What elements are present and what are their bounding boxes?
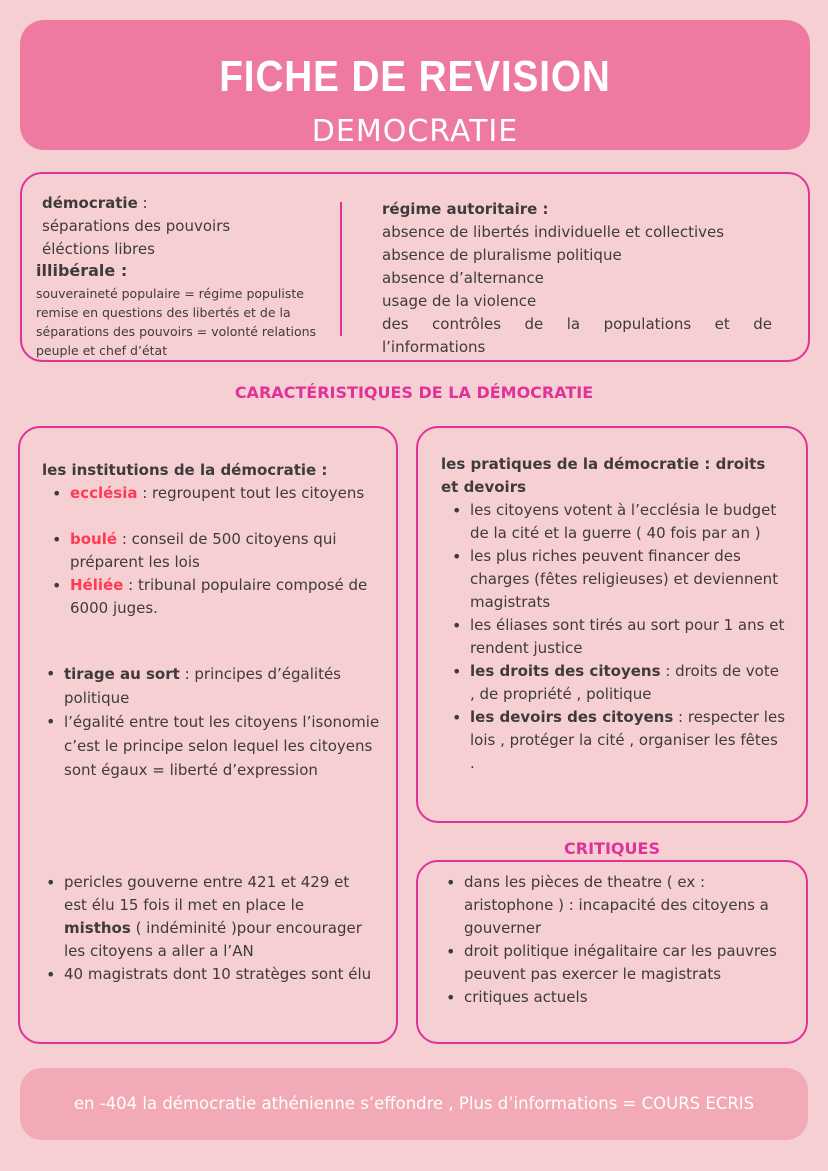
droits-term: les droits des citoyens [470, 662, 661, 680]
autoritaire-label: régime autoritaire : [382, 200, 549, 218]
autoritaire-line: l’informations [382, 338, 486, 356]
critiques-title: CRITIQUES [564, 839, 660, 858]
illiberale-line: peuple et chef d’état [36, 343, 168, 358]
page-subtitle: DEMOCRATIE [311, 114, 519, 149]
institution-term: boulé [70, 530, 118, 548]
democratie-item: séparations des pouvoirs [42, 217, 231, 235]
autoritaire-line: absence de pluralisme politique [382, 246, 622, 264]
list-item: • dans les pièces de theatre ( ex : aristophone ) : incapacité des citoyens a gouverner [442, 871, 782, 940]
list-item: • les plus riches peuvent financer des charges (fêtes religieuses) et deviennent magistrats [448, 545, 786, 614]
list-item: • tirage au sort : principes d’égalités politique [42, 662, 390, 710]
footer-note: en -404 la démocratie athénienne s’effondre , Plus d’informations = COURS ECRIS [20, 1068, 808, 1140]
list-item: • pericles gouverne entre 421 et 429 et est élu 15 fois il met en place le misthos ( indéminité )pour encourager les citoyens a aller a l’AN [42, 871, 372, 963]
illiberale-line: remise en questions des libertés et de la [36, 305, 291, 320]
page-title: FICHE DE REVISION [219, 52, 611, 101]
pratiques-list [448, 499, 786, 775]
autoritaire-line: absence de libertés individuelle et collectives [382, 223, 725, 241]
list-item: • les droits des citoyens : droits de vote , de propriété , politique [448, 660, 786, 706]
critiques-list [442, 871, 782, 1009]
list-item: • les devoirs des citoyens : respecter les lois , protéger la cité , organiser les fêtes . [448, 706, 786, 775]
list-item: • l’égalité entre tout les citoyens l’isonomie c’est le principe selon lequel les citoyens sont égaux = liberté d’expression [42, 710, 390, 782]
misthos-term: misthos [64, 919, 131, 937]
pericles-list [42, 871, 372, 986]
autoritaire-line: des contrôles de la populations et de [382, 315, 772, 333]
list-item: • droit politique inégalitaire car les pauvres peuvent pas exercer le magistrats [442, 940, 782, 986]
illiberale-label: illibérale : [36, 261, 128, 280]
illiberale-line: souveraineté populaire = régime populiste [36, 286, 304, 301]
section-title: CARACTÉRISTIQUES DE LA DÉMOCRATIE [234, 383, 594, 402]
header-banner [20, 20, 810, 150]
devoirs-term: les devoirs des citoyens [470, 708, 674, 726]
list-item: • boulé : conseil de 500 citoyens qui préparent les lois [48, 528, 368, 574]
institutions-list [48, 482, 368, 505]
institution-term: ecclésia [70, 484, 138, 502]
principle-term: tirage au sort [64, 665, 180, 683]
list-item: • ecclésia : regroupent tout les citoyens [48, 482, 368, 505]
institution-term: Héliée [70, 576, 124, 594]
list-item: • critiques actuels [442, 986, 782, 1009]
autoritaire-line: usage de la violence [382, 292, 537, 310]
democratie-definition: démocratie : [42, 194, 148, 212]
definitions-divider [340, 202, 342, 336]
illiberale-line: séparations des pouvoirs = volonté relations [36, 324, 317, 339]
democratie-label: démocratie [42, 194, 138, 212]
institutions-list [48, 528, 368, 620]
list-item: • les éliases sont tirés au sort pour 1 ans et rendent justice [448, 614, 786, 660]
list-item: • 40 magistrats dont 10 stratèges sont élu [42, 963, 372, 986]
pratiques-heading: les pratiques de la démocratie : droits et devoirs [441, 455, 766, 496]
list-item: • Héliée : tribunal populaire composé de 6000 juges. [48, 574, 368, 620]
institutions-heading: les institutions de la démocratie : [42, 461, 328, 479]
list-item: • les citoyens votent à l’ecclésia le budget de la cité et la guerre ( 40 fois par an ) [448, 499, 786, 545]
democratie-item: éléctions libres [42, 240, 155, 258]
autoritaire-line: absence d’alternance [382, 269, 544, 287]
principles-list [42, 662, 390, 782]
